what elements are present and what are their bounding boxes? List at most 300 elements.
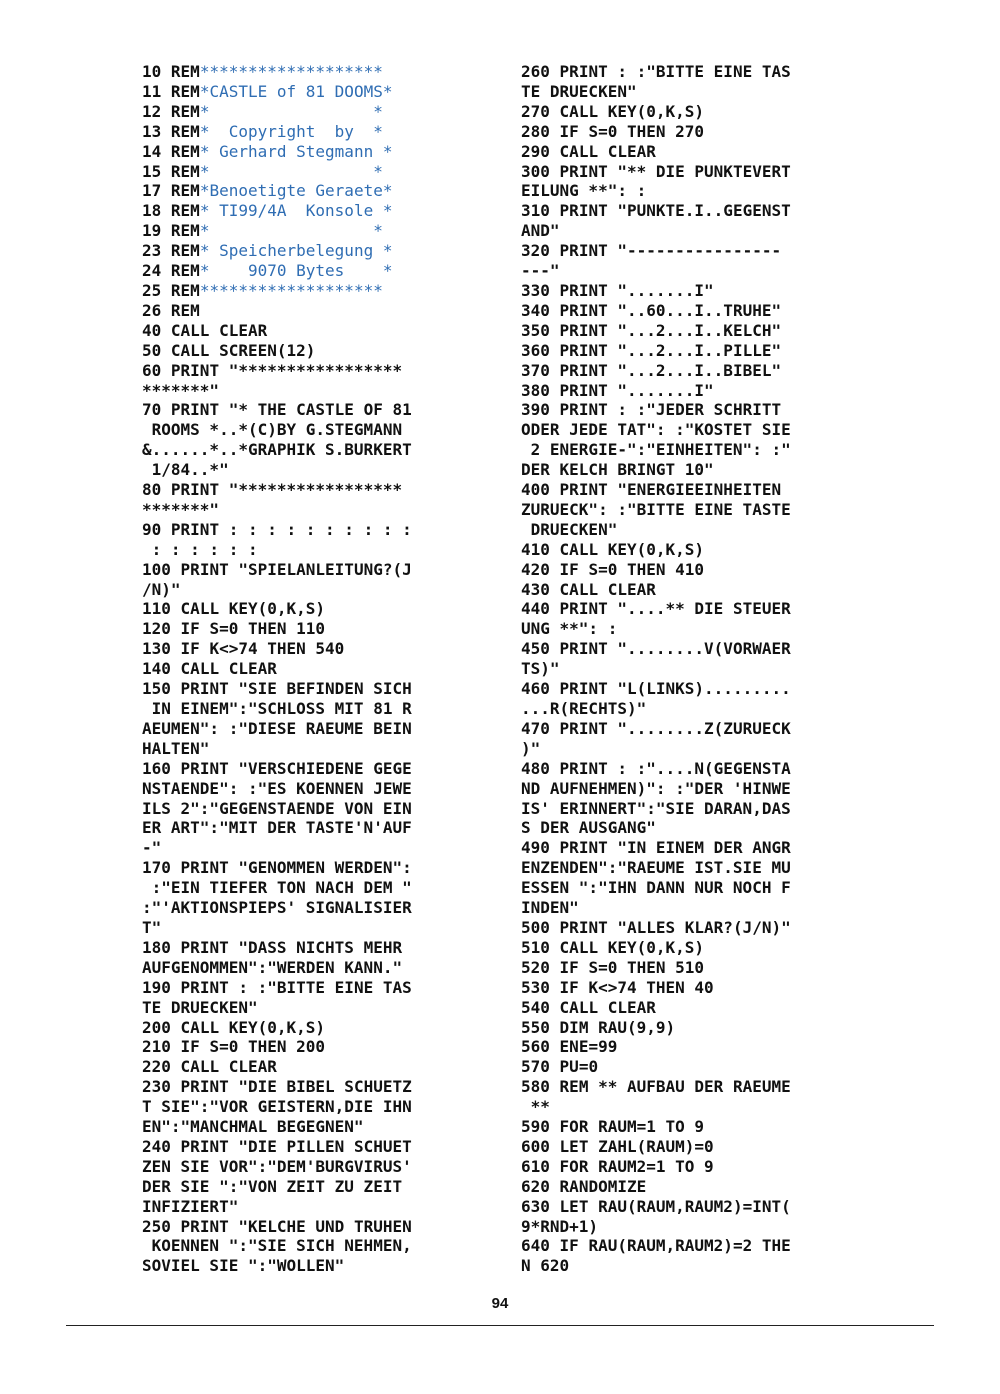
code-line-continuation [521, 1256, 866, 1276]
code-line [142, 978, 487, 998]
code-line [521, 599, 866, 619]
code-line-continuation [521, 1217, 866, 1237]
line-number: 120 [142, 619, 171, 639]
code-line-continuation [521, 779, 866, 799]
line-code: AND" [521, 221, 560, 241]
code-line-continuation [521, 440, 866, 460]
code-line [521, 400, 866, 420]
code-line [521, 540, 866, 560]
line-code: FOR RAUM2=1 TO 9 [559, 1156, 714, 1176]
line-code: PRINT "DIE PILLEN SCHUET [180, 1136, 412, 1156]
line-number: 580 [521, 1077, 550, 1097]
line-code: CALL KEY(0,K,S) [180, 599, 326, 619]
rem-banner-text: * Copyright by * [199, 121, 383, 141]
line-number: 15 [142, 161, 162, 181]
page-number: 94 [491, 1295, 509, 1312]
code-line [142, 261, 487, 281]
line-number: 480 [521, 758, 550, 778]
code-line-continuation [142, 540, 487, 560]
code-line [142, 301, 487, 321]
code-line [142, 1037, 487, 1057]
rem-banner-text: ******************* [199, 280, 383, 300]
line-number: 280 [521, 121, 550, 141]
line-code: IF K<>74 THEN 540 [180, 639, 345, 659]
code-line-continuation [521, 500, 866, 520]
code-line-continuation [142, 580, 487, 600]
line-code: T SIE":"VOR GEISTERN,DIE IHN [142, 1097, 412, 1117]
code-line [521, 281, 866, 301]
code-line [142, 241, 487, 261]
line-code: IF RAU(RAUM,RAUM2)=2 THE [559, 1236, 791, 1256]
code-line [521, 838, 866, 858]
code-line-continuation [521, 878, 866, 898]
line-number: 340 [521, 300, 550, 320]
line-code: PRINT "GENOMMEN WERDEN": [180, 858, 412, 878]
line-number: 25 [142, 280, 162, 300]
code-line-continuation [142, 420, 487, 440]
line-number: 260 [521, 62, 550, 81]
code-line-continuation [142, 918, 487, 938]
line-number: 540 [521, 997, 550, 1017]
code-line [142, 82, 487, 102]
line-number: 160 [142, 758, 171, 778]
line-number: 390 [521, 400, 550, 420]
line-code: PRINT "DIE BIBEL SCHUETZ [180, 1077, 412, 1097]
line-code: CALL CLEAR [559, 141, 656, 161]
line-code: PRINT "........V(VORWAER [559, 639, 791, 659]
line-number: 500 [521, 917, 550, 937]
line-code: IF S=0 THEN 110 [180, 619, 326, 639]
line-code: TE DRUECKEN" [521, 81, 637, 101]
line-number: 610 [521, 1156, 550, 1176]
line-code: CALL SCREEN(12) [170, 340, 316, 360]
rem-banner-text: * * [199, 161, 383, 181]
line-code: PRINT "..60...I..TRUHE" [559, 300, 782, 320]
code-line [142, 659, 487, 679]
code-line-continuation [521, 619, 866, 639]
code-line-continuation [142, 998, 487, 1018]
line-number: 430 [521, 579, 550, 599]
line-code: CALL CLEAR [559, 579, 656, 599]
code-line [521, 480, 866, 500]
line-number: 520 [521, 957, 550, 977]
code-line [142, 142, 487, 162]
line-code: HALTEN" [142, 738, 210, 758]
line-code: IF S=0 THEN 510 [559, 957, 705, 977]
line-code: *******" [142, 380, 220, 400]
line-number: 440 [521, 599, 550, 619]
code-line [142, 679, 487, 699]
line-code: IF S=0 THEN 410 [559, 559, 705, 579]
code-line [142, 321, 487, 341]
code-line [142, 520, 487, 540]
code-line [142, 201, 487, 221]
code-line [521, 1018, 866, 1038]
code-line [521, 142, 866, 162]
line-number: 150 [142, 679, 171, 699]
line-number: 18 [142, 201, 162, 221]
line-code: DIM RAU(9,9) [559, 1017, 676, 1037]
line-code: IS' ERINNERT":"SIE DARAN,DAS [521, 798, 791, 818]
line-number: 560 [521, 1037, 550, 1057]
code-line-continuation [521, 739, 866, 759]
line-number: 400 [521, 480, 550, 500]
line-code: AUFGENOMMEN":"WERDEN KANN." [142, 957, 403, 977]
code-line [521, 201, 866, 221]
line-number: 190 [142, 977, 171, 997]
code-line [142, 1057, 487, 1077]
line-number: 590 [521, 1117, 550, 1137]
code-line-continuation [142, 440, 487, 460]
line-code: /N)" [142, 579, 181, 599]
code-line [142, 1018, 487, 1038]
line-number: 380 [521, 380, 550, 400]
line-code: ZEN SIE VOR":"DEM'BURGVIRUS' [142, 1156, 412, 1176]
code-line [521, 1077, 866, 1097]
line-code: PRINT "** DIE PUNKTEVERT [559, 161, 791, 181]
line-code: REM [170, 161, 200, 181]
line-code: ENE=99 [559, 1037, 618, 1057]
line-number: 420 [521, 559, 550, 579]
line-code: PRINT "....** DIE STEUER [559, 599, 791, 619]
line-code: REM [170, 241, 200, 261]
code-line [521, 341, 866, 361]
line-code: CALL CLEAR [180, 659, 277, 679]
line-code: DER KELCH BRINGT 10" [521, 460, 714, 480]
code-line-continuation [142, 779, 487, 799]
code-line [521, 321, 866, 341]
line-code: RANDOMIZE [559, 1176, 647, 1196]
line-code: ** [521, 1097, 550, 1117]
line-code: DER SIE ":"VON ZEIT ZU ZEIT [142, 1176, 403, 1196]
line-code: ...R(RECHTS)" [521, 699, 647, 718]
line-code: EN":"MANCHMAL BEGEGNEN" [142, 1117, 364, 1137]
line-number: 210 [142, 1037, 171, 1057]
code-line [521, 162, 866, 182]
code-line-continuation [521, 818, 866, 838]
line-number: 270 [521, 101, 550, 121]
code-line [521, 759, 866, 779]
code-line [142, 400, 487, 420]
rem-banner-text: * * [199, 221, 383, 241]
listing-column-left [142, 62, 487, 1276]
code-line-continuation [521, 221, 866, 241]
line-code: PRINT : :"JEDER SCHRITT [559, 400, 782, 420]
code-line [142, 480, 487, 500]
line-code: PRINT : :"....N(GEGENSTA [559, 758, 791, 778]
line-code: CALL CLEAR [170, 320, 268, 340]
code-line-continuation [521, 82, 866, 102]
line-code: PRINT "L(LINKS)......... [559, 679, 791, 699]
code-line-continuation [142, 1236, 487, 1256]
line-code: ODER JEDE TAT": :"KOSTET SIE [521, 420, 791, 440]
line-number: 70 [142, 400, 162, 420]
line-code: &......*..*GRAPHIK S.BURKERT [142, 440, 412, 460]
line-code: CALL KEY(0,K,S) [180, 1017, 326, 1037]
line-code: :"'AKTIONSPIEPS' SIGNALISIER [142, 898, 412, 918]
line-code: CALL CLEAR [559, 997, 656, 1017]
line-number: 640 [521, 1236, 550, 1256]
line-code: PRINT ".......I" [559, 280, 714, 300]
line-code: IF K<>74 THEN 40 [559, 977, 714, 997]
code-line [521, 1197, 866, 1217]
line-code: PRINT "***************** [170, 360, 403, 380]
line-code: PRINT : : : : : : : : : : [170, 519, 412, 539]
line-code: ENZENDEN":"RAEUME IST.SIE MU [521, 858, 791, 878]
line-code: TS)" [521, 659, 560, 679]
code-line [521, 918, 866, 938]
line-code: REM [170, 221, 200, 241]
line-code: 1/84..*" [142, 460, 229, 480]
code-line-continuation [521, 699, 866, 719]
line-number: 60 [142, 360, 162, 380]
code-line [521, 1057, 866, 1077]
code-line [521, 719, 866, 739]
line-code: *******" [142, 499, 220, 519]
line-code: ESSEN ":"IHN DANN NUR NOCH F [521, 878, 791, 898]
code-line [142, 938, 487, 958]
line-code: ZURUECK": :"BITTE EINE TASTE [521, 499, 791, 519]
code-line [142, 1137, 487, 1157]
code-line-continuation [142, 460, 487, 480]
code-line [142, 361, 487, 381]
line-code: ND AUFNEHMEN)": :"DER 'HINWE [521, 778, 791, 798]
rem-banner-text: ******************* [199, 62, 383, 81]
line-number: 40 [142, 320, 162, 340]
line-code: )" [521, 738, 541, 758]
code-line-continuation [142, 799, 487, 819]
line-number: 170 [142, 858, 171, 878]
line-code: FOR RAUM=1 TO 9 [559, 1117, 705, 1137]
code-line [521, 978, 866, 998]
code-line-continuation [142, 898, 487, 918]
code-line [521, 102, 866, 122]
code-line [142, 639, 487, 659]
code-line [521, 1117, 866, 1137]
line-code: PRINT "...2...I..KELCH" [559, 320, 782, 340]
code-line-continuation [521, 799, 866, 819]
line-code: KOENNEN ":"SIE SICH NEHMEN, [142, 1236, 412, 1256]
line-number: 12 [142, 101, 162, 121]
line-number: 620 [521, 1176, 550, 1196]
line-code: REM [170, 261, 200, 281]
rem-banner-text: *CASTLE of 81 DOOMS* [199, 81, 393, 101]
line-code: REM [170, 201, 200, 221]
line-code: REM [170, 280, 200, 300]
line-number: 11 [142, 81, 162, 101]
line-number: 630 [521, 1196, 550, 1216]
line-code: NSTAENDE": :"ES KOENNEN JEWE [142, 778, 412, 798]
line-number: 24 [142, 261, 162, 281]
line-number: 510 [521, 937, 550, 957]
line-code: ROOMS *..*(C)BY G.STEGMANN [142, 420, 403, 440]
code-line [521, 1236, 866, 1256]
code-line [142, 560, 487, 580]
line-number: 250 [142, 1216, 171, 1236]
code-line [142, 62, 487, 82]
line-number: 460 [521, 679, 550, 699]
line-number: 130 [142, 639, 171, 659]
line-code: PRINT : :"BITTE EINE TAS [180, 977, 412, 997]
code-line-continuation [142, 1197, 487, 1217]
line-code: PU=0 [559, 1057, 599, 1077]
line-code: CALL KEY(0,K,S) [559, 937, 705, 957]
code-line-continuation [142, 1117, 487, 1137]
line-code: PRINT "VERSCHIEDENE GEGE [180, 758, 412, 778]
line-code: TE DRUECKEN" [142, 997, 258, 1017]
line-number: 13 [142, 121, 162, 141]
line-code: PRINT "...2...I..PILLE" [559, 340, 782, 360]
line-number: 240 [142, 1136, 171, 1156]
line-code: PRINT ".......I" [559, 380, 714, 400]
line-number: 470 [521, 718, 550, 738]
code-line-continuation [142, 1256, 487, 1276]
line-code: EILUNG **": : [521, 181, 647, 201]
code-line [142, 1217, 487, 1237]
line-code: INFIZIERT" [142, 1196, 239, 1216]
code-line-continuation [142, 878, 487, 898]
code-line-continuation [142, 699, 487, 719]
code-line [521, 361, 866, 381]
rem-banner-text: * * [199, 101, 383, 121]
line-code: PRINT "SIE BEFINDEN SICH [180, 679, 412, 699]
code-line-continuation [521, 1097, 866, 1117]
line-number: 530 [521, 977, 550, 997]
code-line [521, 938, 866, 958]
code-line [142, 759, 487, 779]
line-code: PRINT "...2...I..BIBEL" [559, 360, 782, 380]
code-line [521, 560, 866, 580]
line-code: REM [170, 181, 200, 201]
code-line [521, 62, 866, 82]
line-code: PRINT "PUNKTE.I..GEGENST [559, 201, 791, 221]
line-code: REM ** AUFBAU DER RAEUME [559, 1077, 791, 1097]
code-line [142, 181, 487, 201]
line-number: 50 [142, 340, 162, 360]
line-code: PRINT "* THE CASTLE OF 81 [170, 400, 412, 420]
line-number: 370 [521, 360, 550, 380]
code-line [521, 580, 866, 600]
line-number: 450 [521, 639, 550, 659]
line-code: DRUECKEN" [521, 519, 618, 539]
rem-banner-text: *Benoetigte Geraete* [199, 181, 393, 201]
code-line-continuation [142, 838, 487, 858]
code-line-continuation [142, 719, 487, 739]
line-number: 180 [142, 937, 171, 957]
code-line [521, 1157, 866, 1177]
line-code: 9*RND+1) [521, 1216, 599, 1236]
code-line [521, 381, 866, 401]
footer-rule [66, 1325, 934, 1326]
line-code: IF S=0 THEN 270 [559, 121, 705, 141]
code-line [521, 1177, 866, 1197]
line-code: N 620 [521, 1256, 570, 1276]
line-number: 230 [142, 1077, 171, 1097]
line-code: PRINT "DASS NICHTS MEHR [180, 937, 403, 957]
code-line [521, 1137, 866, 1157]
code-line-continuation [142, 500, 487, 520]
line-code: PRINT "---------------- [559, 241, 782, 261]
line-code: IN EINEM":"SCHLOSS MIT 81 R [142, 699, 412, 718]
code-line [521, 122, 866, 142]
code-line [142, 102, 487, 122]
code-line-continuation [521, 520, 866, 540]
line-code: -" [142, 838, 162, 858]
code-line-continuation [521, 420, 866, 440]
line-number: 100 [142, 559, 171, 579]
rem-banner-text: * Speicherbelegung * [199, 241, 393, 261]
line-number: 200 [142, 1017, 171, 1037]
line-number: 550 [521, 1017, 550, 1037]
line-code: PRINT "SPIELANLEITUNG?(J [180, 559, 412, 579]
line-code: ---" [521, 261, 560, 281]
line-number: 290 [521, 141, 550, 161]
code-line-continuation [142, 818, 487, 838]
line-code: REM [170, 81, 200, 101]
code-line-continuation [521, 858, 866, 878]
line-code: LET RAU(RAUM,RAUM2)=INT( [559, 1196, 791, 1216]
line-number: 360 [521, 340, 550, 360]
line-number: 320 [521, 241, 550, 261]
code-line-continuation [142, 1177, 487, 1197]
line-code: T" [142, 917, 162, 937]
code-line [142, 1077, 487, 1097]
line-code: CALL CLEAR [180, 1057, 277, 1077]
code-line-continuation [142, 1157, 487, 1177]
line-code: CALL KEY(0,K,S) [559, 539, 705, 559]
code-line [521, 958, 866, 978]
code-line-continuation [521, 460, 866, 480]
line-code: IF S=0 THEN 200 [180, 1037, 326, 1057]
line-code: CALL KEY(0,K,S) [559, 101, 705, 121]
line-number: 90 [142, 519, 162, 539]
line-number: 310 [521, 201, 550, 221]
code-line-continuation [142, 1097, 487, 1117]
line-number: 140 [142, 659, 171, 679]
code-line [142, 858, 487, 878]
line-number: 570 [521, 1057, 550, 1077]
code-line [142, 221, 487, 241]
line-code: REM [170, 121, 200, 141]
code-line-continuation [521, 898, 866, 918]
line-code: SOVIEL SIE ":"WOLLEN" [142, 1256, 345, 1276]
line-code: INDEN" [521, 898, 579, 918]
line-number: 330 [521, 280, 550, 300]
line-number: 17 [142, 181, 162, 201]
line-number: 220 [142, 1057, 171, 1077]
line-code: PRINT "ENERGIEEINHEITEN [559, 480, 782, 500]
line-code: PRINT "ALLES KLAR?(J/N)" [559, 917, 791, 937]
listing-column-right [521, 62, 866, 1276]
line-number: 26 [142, 300, 162, 320]
code-line-continuation [521, 261, 866, 281]
code-line [142, 281, 487, 301]
code-line [142, 599, 487, 619]
line-number: 490 [521, 838, 550, 858]
line-number: 300 [521, 161, 550, 181]
rem-banner-text: * TI99/4A Konsole * [199, 201, 393, 221]
line-code: PRINT "........Z(ZURUECK [559, 718, 791, 738]
line-code: ER ART":"MIT DER TASTE'N'AUF [142, 818, 412, 838]
line-number: 110 [142, 599, 171, 619]
line-number: 80 [142, 480, 162, 500]
code-line [142, 122, 487, 142]
code-line [521, 679, 866, 699]
line-code: LET ZAHL(RAUM)=0 [559, 1136, 714, 1156]
line-code: ILS 2":"GEGENSTAENDE VON EIN [142, 798, 412, 818]
line-code: REM [170, 62, 200, 81]
code-line-continuation [521, 659, 866, 679]
